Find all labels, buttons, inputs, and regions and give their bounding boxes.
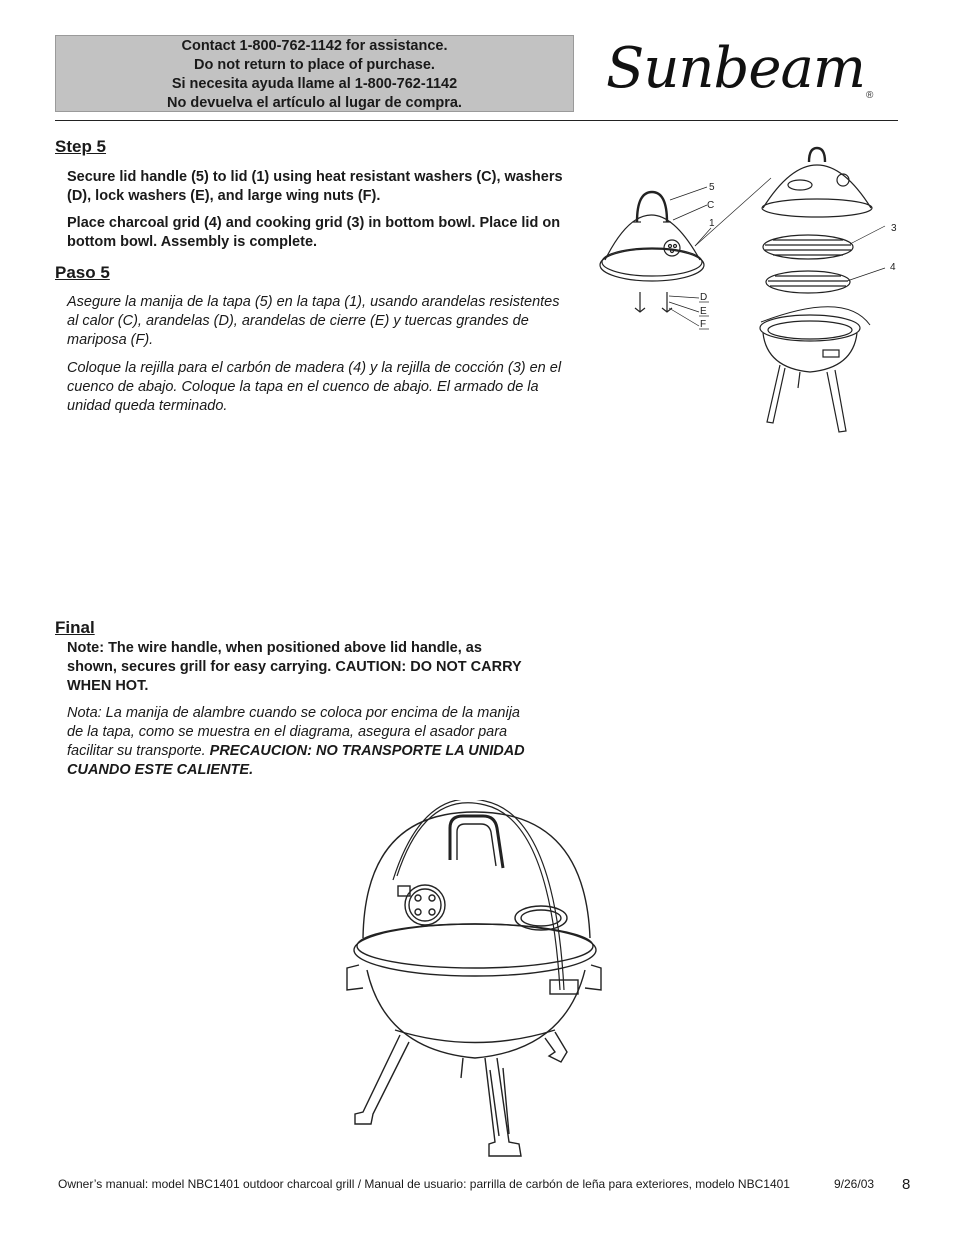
brand-name: Sunbeam — [606, 36, 865, 101]
footer-date: 9/26/03 — [834, 1177, 875, 1191]
contact-line-3: Si necesita ayuda llame al 1-800-762-1142 — [171, 76, 458, 92]
final-heading: Final — [55, 618, 95, 637]
paso5-heading: Paso 5 — [55, 263, 110, 282]
assembled-grill-illustration — [345, 800, 615, 1175]
registered-mark: ® — [866, 90, 874, 101]
step5-para-1: Secure lid handle (5) to lid (1) using heat resistant washers (C), washers (D), lock washers (E), and large wing nuts (F). — [67, 169, 563, 204]
contact-line-1: Contact 1-800-762-1142 for assistance. — [181, 38, 448, 54]
label-lock-washer-e: E — [700, 306, 707, 317]
final-caution-es: PRECAUCION: NO TRANSPORTE LA UNIDAD CUANDO ESTE CALIENTE. — [67, 743, 525, 778]
contact-line-2: Do not return to place of purchase. — [194, 57, 435, 73]
contact-line-4: No devuelva el artículo al lugar de compra. — [167, 95, 462, 111]
step5-heading: Step 5 — [55, 137, 107, 156]
label-cooking-grid-3: 3 — [891, 223, 897, 234]
label-lid-1: 1 — [709, 218, 715, 229]
paso5-para-2: Coloque la rejilla para el carbón de madera (4) y la rejilla de cocción (3) en el cuenco de abajo. Coloque la tapa en el cuenco de abajo. El armado de la unidad queda terminado. — [67, 360, 562, 414]
label-wing-nut-f: F — [700, 319, 707, 330]
sunbeam-logo — [604, 30, 884, 120]
paso5-para-1: Asegure la manija de la tapa (5) en la tapa (1), usando arandelas resistentes al calor (C), arandelas (D), arandelas de cierre (E) y tuercas grandes de mariposa (F). — [67, 294, 560, 348]
step5-para-2: Place charcoal grid (4) and cooking grid (3) in bottom bowl. Place lid on bottom bowl. Assembly is complete. — [67, 215, 561, 250]
footer-manual-text: Owner’s manual: model NBC1401 outdoor charcoal grill / Manual de usuario: parrilla de carbón de leña para exteriores, modelo NBC1401 — [58, 1177, 790, 1191]
final-note-en: Note: The wire handle, when positioned above lid handle, as shown, secures grill for easy carrying. CAUTION: DO NOT CARRY WHEN HOT. — [67, 640, 522, 694]
label-washer-d: D — [700, 292, 708, 303]
final-note-es-text: Nota: La manija de alambre cuando se coloca por encima de la manija de la tapa, como se muestra en el diagrama, asegura el asador para facilitar su transporte. — [67, 705, 520, 759]
contact-box — [55, 35, 574, 112]
label-handle-5: 5 — [709, 182, 715, 193]
assembly-diagram — [595, 140, 905, 440]
final-note-es — [67, 704, 527, 780]
header-divider — [55, 120, 898, 121]
page-number: 8 — [902, 1176, 911, 1193]
label-washer-c: C — [707, 200, 715, 211]
label-charcoal-grid-4: 4 — [890, 262, 896, 273]
